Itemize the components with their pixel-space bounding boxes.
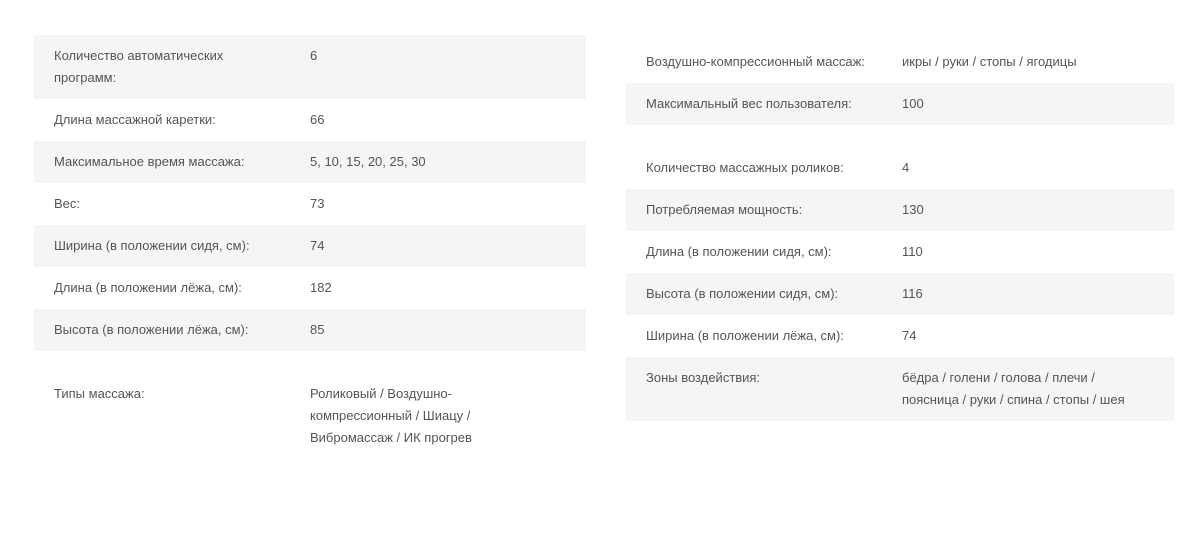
spec-row: [626, 189, 1174, 231]
spec-value: бёдра / голени / голова / плечи / поясница / руки / спина / стопы / шея: [902, 370, 1125, 407]
spec-label: Типы массажа:: [54, 386, 145, 401]
spec-value: 74: [902, 328, 917, 343]
spec-value: 6: [310, 48, 318, 63]
spec-label: Ширина (в положении лёжа, см):: [646, 328, 844, 343]
spec-value: 73: [310, 196, 325, 211]
spec-label: Количество массажных роликов:: [646, 160, 844, 175]
spec-row: [34, 35, 586, 99]
spec-row: [626, 357, 1174, 421]
spec-value: 182: [310, 280, 332, 295]
spec-row: [34, 267, 586, 309]
spec-row: [34, 309, 586, 351]
spec-value: 5, 10, 15, 20, 25, 30: [310, 154, 426, 169]
spec-row: [34, 141, 586, 183]
spec-label: Длина массажной каретки:: [54, 112, 216, 127]
spec-label: Вес:: [54, 196, 81, 211]
spec-label: Потребляемая мощность:: [646, 202, 803, 217]
spec-label: Воздушно-компрессионный массаж:: [646, 54, 865, 69]
spec-row: [626, 83, 1174, 125]
spec-label: Высота (в положении лёжа, см):: [54, 322, 249, 337]
spec-value: 116: [902, 286, 923, 301]
spec-value: 85: [310, 322, 325, 337]
spec-row: [626, 315, 1174, 357]
spec-table-right: [626, 41, 1174, 421]
spec-label: Ширина (в положении сидя, см):: [54, 238, 250, 253]
spec-table-left: [34, 35, 586, 459]
spec-label: Высота (в положении сидя, см):: [646, 286, 839, 301]
spec-value: 110: [902, 244, 923, 259]
spec-row: [626, 41, 1174, 83]
spec-row: [626, 125, 1174, 189]
spec-row: [34, 99, 586, 141]
spec-value: 74: [310, 238, 325, 253]
spec-value: 130: [902, 202, 924, 217]
spec-value: 4: [902, 160, 910, 175]
spec-value: Роликовый / Воздушно-компрессионный / Шиацу / Вибромассаж / ИК прогрев: [310, 386, 472, 445]
spec-row: [626, 231, 1174, 273]
spec-label: Максимальное время массажа:: [54, 154, 245, 169]
spec-label: Зоны воздействия:: [646, 370, 761, 385]
spec-label: Максимальный вес пользователя:: [646, 96, 852, 111]
spec-row: [34, 183, 586, 225]
spec-value: 100: [902, 96, 924, 111]
spec-label: Длина (в положении сидя, см):: [646, 244, 832, 259]
spec-row: [34, 351, 586, 459]
spec-row: [34, 225, 586, 267]
spec-label: Длина (в положении лёжа, см):: [54, 280, 242, 295]
spec-row: [626, 273, 1174, 315]
spec-value: 66: [310, 112, 325, 127]
spec-value: икры / руки / стопы / ягодицы: [902, 54, 1077, 69]
spec-label: Количество автоматических программ:: [54, 48, 224, 85]
